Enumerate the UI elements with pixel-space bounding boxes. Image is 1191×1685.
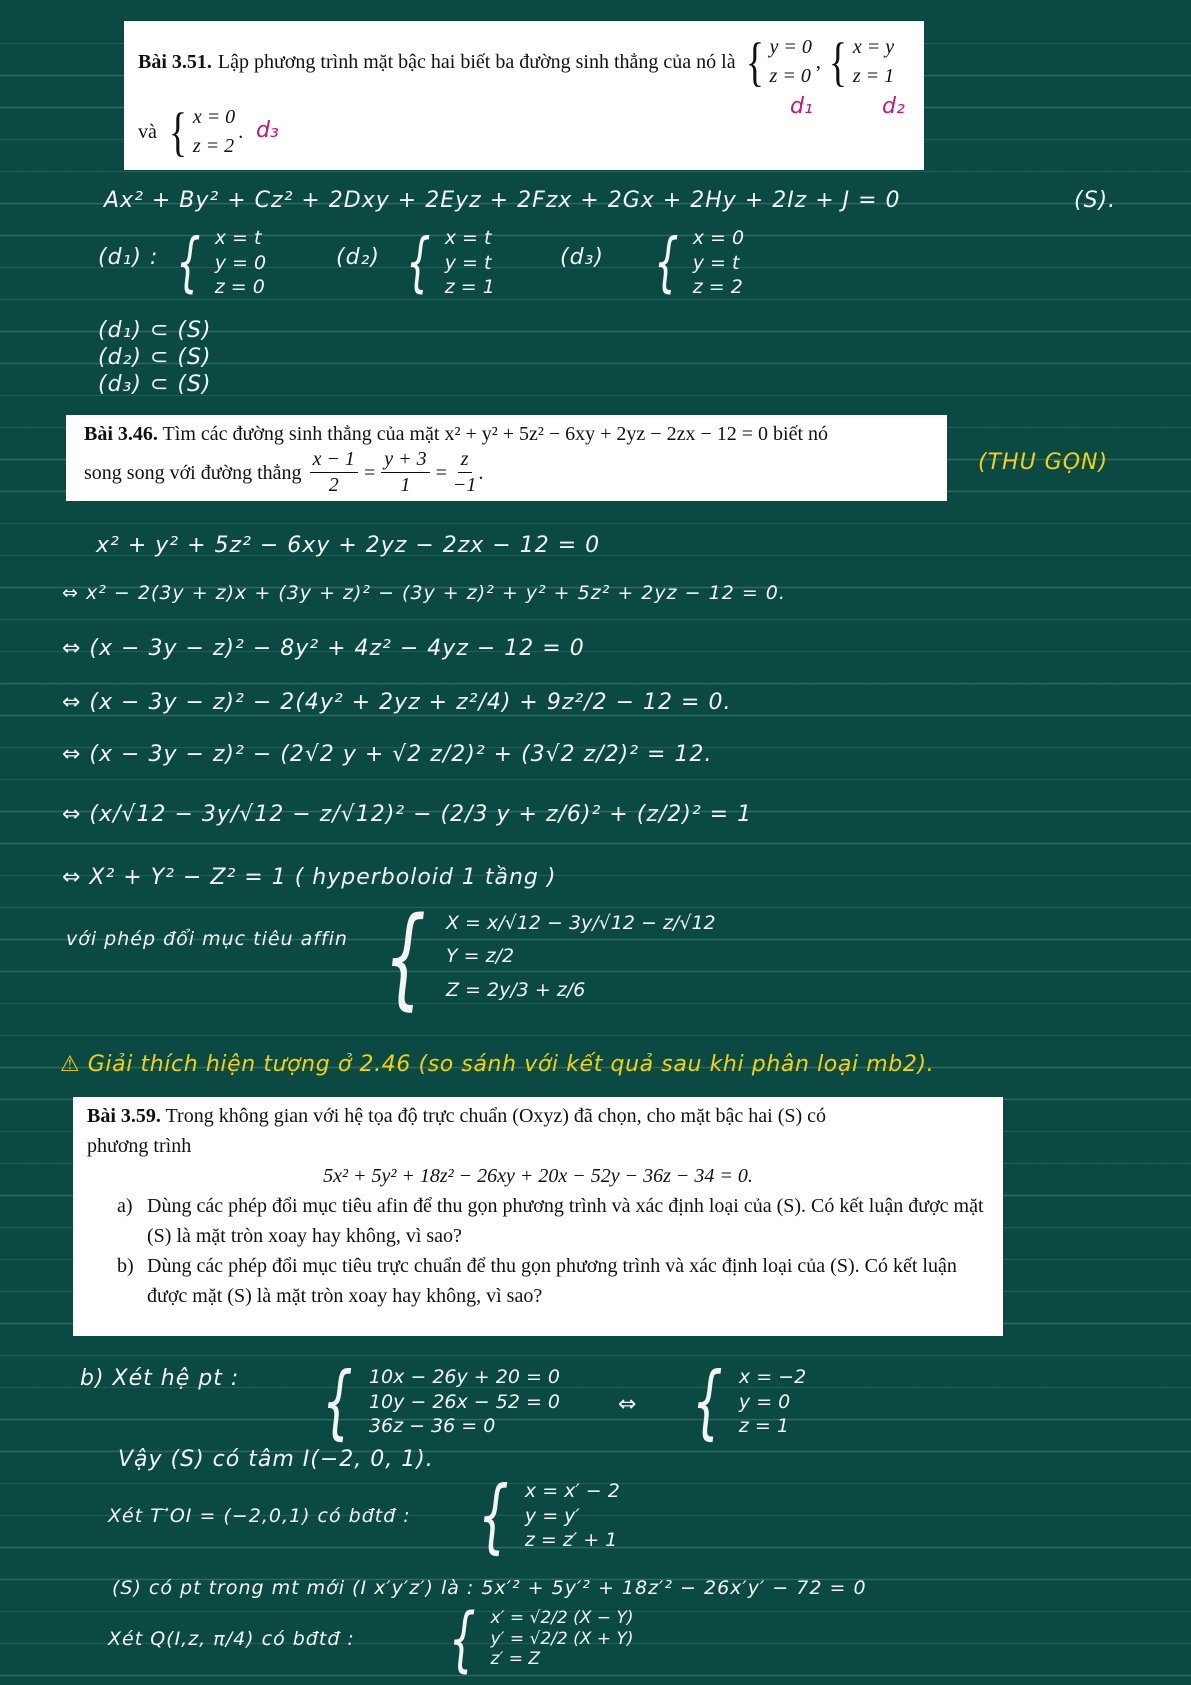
center-system: { 10x − 26y + 20 = 0 10y − 26x − 52 = 0 36z − 36 = 0	[322, 1355, 561, 1448]
fraction-x-numerator: x − 1	[310, 447, 358, 473]
d2-row-1: x = t	[444, 227, 492, 249]
d2-system: { x = t y = t z = 1	[406, 226, 495, 301]
inclusion-d3: (d₃) ⊂ (S)	[98, 372, 212, 397]
d3-label: (d₃)	[560, 245, 604, 270]
problem-346-text-2: song song với đường thẳng	[84, 461, 302, 484]
problem-359-label: Bài 3.59.	[87, 1105, 161, 1127]
translation-system: { x = x′ − 2 y = y′ z = z′ + 1	[478, 1469, 620, 1562]
problem-351-text: Lập phương trình mặt bậc hai biết ba đường sinh thẳng của nó là	[217, 51, 736, 73]
problem-359-text-1: Trong không gian với hệ tọa độ trực chuẩn (Oxyz) đã chọn, cho mặt bậc hai (S) có	[165, 1105, 827, 1127]
solution-z: z = 1	[738, 1415, 789, 1438]
question-note: ⚠ Giải thích hiện tượng ở 2.46 (so sánh với kết quả sau khi phân loại mb2).	[60, 1052, 935, 1077]
inclusion-d2: (d₂) ⊂ (S)	[98, 345, 212, 370]
annotation-d1: d₁	[790, 94, 813, 119]
center-eq-1: 10x − 26y + 20 = 0	[368, 1365, 561, 1388]
d3-system: { x = 0 y = t z = 2	[654, 226, 745, 301]
system-3-row-2: z = 2	[192, 135, 235, 157]
system-1-row-2: z = 0	[769, 65, 811, 87]
annotation-d2: d₂	[882, 94, 905, 119]
problem-351-period: .	[238, 121, 244, 143]
derivation-line-7: ⇔ X² + Y² − Z² = 1 ( hyperboloid 1 tầng )	[62, 865, 557, 890]
translation-y: y = y′	[524, 1504, 580, 1527]
new-equation: (S) có pt trong mt mới (I x′y′z′) là : 5x′² + 5y′² + 18z′² − 26x′y′ − 72 = 0	[112, 1577, 867, 1599]
transform-row-Z: Z = 2y/3 + z/6	[446, 978, 586, 1001]
problem-359-items	[87, 1191, 989, 1311]
transform-row-Y: Y = z/2	[446, 945, 515, 968]
problem-351-system-2: { x = y z = 1	[828, 32, 895, 92]
system-3-row-1: x = 0	[192, 106, 236, 128]
d1-system: { x = t y = 0 z = 0	[176, 226, 267, 301]
surface-tag: (S).	[1074, 188, 1117, 213]
translation-z: z = z′ + 1	[524, 1529, 618, 1552]
system-2-row-1: x = y	[852, 36, 895, 58]
d2-row-2: y = t	[444, 251, 492, 274]
fraction-y-denominator: 1	[400, 474, 411, 496]
rotation-z: z′ = Z	[490, 1649, 541, 1670]
general-quadric-equation: Ax² + By² + Cz² + 2Dxy + 2Eyz + 2Fzx + 2Gx + 2Hy + 2Iz + J = 0	[104, 188, 901, 213]
solution-x: x = −2	[738, 1365, 807, 1388]
derivation-line-2: ⇔ x² − 2(3y + z)x + (3y + z)² − (3y + z)² + y² + 5z² + 2yz − 12 = 0.	[62, 582, 786, 604]
equivalence-sign: ⇔	[618, 1392, 638, 1417]
fraction-x	[310, 447, 358, 498]
problem-351-system-1: { y = 0 z = 0	[745, 32, 812, 92]
d1-row-1: x = t	[214, 227, 262, 249]
d1-label: (d₁) :	[98, 245, 159, 270]
problem-351-conjunction: và	[138, 121, 157, 143]
rotation-y: y′ = √2/2 (X + Y)	[490, 1628, 634, 1649]
rotation-statement: Xét Q(I,z, π/4) có bđtđ :	[108, 1628, 355, 1650]
item-b-text: Dùng các phép đổi mục tiêu trực chuẩn để thu gọn phương trình và xác định loại của (S). Có kết luận được mặt (S) là mặt tròn xoay hay không, vì sao?	[147, 1255, 957, 1307]
center-eq-3: 36z − 36 = 0	[368, 1415, 496, 1438]
derivation-line-4: ⇔ (x − 3y − z)² − 2(4y² + 2yz + z²/4) + 9z²/2 − 12 = 0.	[62, 690, 732, 715]
derivation-line-5: ⇔ (x − 3y − z)² − (2√2 y + √2 z/2)² + (3√2 z/2)² = 12.	[62, 742, 713, 767]
fraction-x-denominator: 2	[328, 474, 339, 496]
problem-359-item-a	[117, 1191, 989, 1251]
solution-system: { x = −2 y = 0 z = 1	[692, 1355, 807, 1448]
item-a-label: a)	[117, 1195, 133, 1217]
rotation-system: { x′ = √2/2 (X − Y) y′ = √2/2 (X + Y) z′ = Z	[448, 1598, 634, 1680]
translation-x: x = x′ − 2	[524, 1479, 620, 1502]
d3-row-2: y = t	[692, 251, 740, 274]
system-separator: ,	[815, 51, 821, 73]
system-2-row-2: z = 1	[852, 65, 895, 87]
fraction-y-numerator: y + 3	[381, 447, 429, 473]
item-a-text: Dùng các phép đổi mục tiêu afin để thu gọn phương trình và xác định loại của (S). Có kết luận được mặt (S) là mặt tròn xoay hay không, vì sao?	[147, 1195, 984, 1247]
inclusion-d1: (d₁) ⊂ (S)	[98, 318, 212, 343]
fraction-z	[453, 447, 477, 498]
d1-row-3: z = 0	[214, 276, 265, 299]
annotation-d3: d₃	[256, 118, 279, 143]
d3-row-3: z = 2	[692, 276, 743, 299]
fraction-z-numerator: z	[458, 447, 472, 473]
problem-346-period: .	[478, 461, 484, 484]
transform-row-X: X = x/√12 − 3y/√12 − z/√12	[446, 912, 716, 935]
item-b-label: b)	[117, 1255, 134, 1277]
solution-y: y = 0	[738, 1390, 791, 1413]
derivation-line-3: ⇔ (x − 3y − z)² − 8y² + 4z² − 4yz − 12 = 0	[62, 636, 585, 661]
problem-346-label: Bài 3.46.	[84, 423, 158, 445]
center-statement: Vậy (S) có tâm I(−2, 0, 1).	[118, 1447, 434, 1472]
d1-row-2: y = 0	[214, 251, 267, 274]
derivation-line-6: ⇔ (x/√12 − 3y/√12 − z/√12)² − (2/3 y + z/6)² + (z/2)² = 1	[62, 802, 753, 827]
problem-359-card	[73, 1097, 1003, 1336]
equals-sign-1: =	[363, 461, 376, 484]
fraction-y	[381, 447, 429, 498]
system-1-row-1: y = 0	[769, 36, 812, 58]
transform-system: { X = x/√12 − 3y/√12 − z/√12 Y = z/2 Z = 2y/3 + z/6	[384, 893, 716, 1021]
problem-346-card	[66, 415, 947, 501]
simplify-tag: (THU GỌN)	[978, 450, 1109, 475]
translation-statement: Xét T ⃗OI = (−2,0,1) có bđtđ :	[108, 1505, 411, 1527]
equals-sign-2: =	[435, 461, 447, 484]
problem-351-system-3: { x = 0 z = 2	[168, 102, 236, 162]
problem-359-text-2: phương trình	[87, 1135, 192, 1157]
d2-label: (d₂)	[336, 245, 380, 270]
center-eq-2: 10y − 26x − 52 = 0	[368, 1390, 561, 1413]
derivation-line-1: x² + y² + 5z² − 6xy + 2yz − 2zx − 12 = 0	[96, 533, 601, 558]
problem-359-equation: 5x² + 5y² + 18z² − 26xy + 20x − 52y − 36z − 34 = 0.	[323, 1165, 753, 1187]
part-b-label: b) Xét hệ pt :	[80, 1366, 240, 1391]
problem-351-label: Bài 3.51.	[138, 51, 212, 73]
rotation-x: x′ = √2/2 (X − Y)	[490, 1608, 634, 1629]
problem-346-text-1: Tìm các đường sinh thẳng của mặt x² + y² + 5z² − 6xy + 2yz − 2zx − 12 = 0 biết nó	[162, 423, 829, 445]
d2-row-3: z = 1	[444, 276, 495, 299]
problem-359-item-b	[117, 1251, 989, 1311]
d3-row-1: x = 0	[692, 227, 745, 249]
transform-label: với phép đổi mục tiêu affin	[66, 928, 348, 950]
fraction-z-denominator: −1	[452, 474, 477, 496]
